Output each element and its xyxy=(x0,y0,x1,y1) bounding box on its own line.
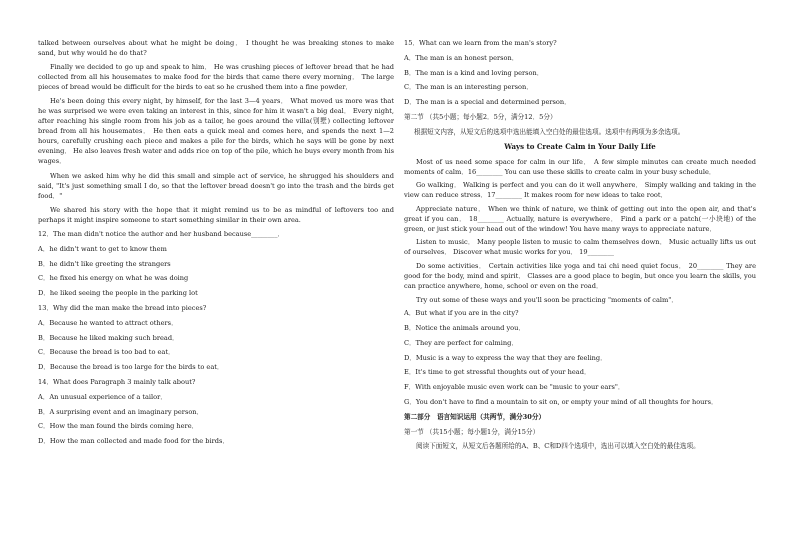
passage-paragraph: Appreciate nature． When we think of nature, we think of getting out into the open air, and that's great if you can． 18________ Actually, nature is everywhere． Find a park or a patch(一小块地) of the green, or just stick your head out of the window! You have many ways to appreciate nature． xyxy=(404,204,756,233)
passage-paragraph: Finally we decided to go up and speak to him． He was crushing pieces of leftover bread that he had collected from all his housemates to make food for the birds that came there every morning． The large pieces of bread would be difficult for the birds to eat so he crushed them into a fine powder． xyxy=(38,63,394,92)
option-13a: A．Because he wanted to attract others． xyxy=(38,318,178,327)
question-12: 12．The man didn't notice the author and her husband because________． xyxy=(38,229,285,238)
passage-title: Ways to Create Calm in Your Daily Life xyxy=(504,141,656,151)
option-d: D．Music is a way to express the way that they are feeling． xyxy=(404,353,607,362)
part-2-header: 第二部分 语言知识运用（共两节，满分30分） xyxy=(404,412,546,421)
question-14: 14．What does Paragraph 3 mainly talk about? xyxy=(38,377,196,386)
option-e: E．It's time to get stressful thoughts out of your head． xyxy=(404,368,591,377)
section-1-header: 第一节 （共15小题；每小题1分，满分15分） xyxy=(404,427,540,436)
left-column xyxy=(38,38,394,451)
option-f: F．With enjoyable music even work can be "music to your ears"． xyxy=(404,383,625,392)
option-15c: C．The man is an interesting person． xyxy=(404,83,533,92)
option-15d: D．The man is a special and determined person． xyxy=(404,98,571,107)
question-15: 15．What can we learn from the man's story? xyxy=(404,39,557,47)
option-15a: A．The man is an honest person． xyxy=(404,53,519,62)
right-column xyxy=(404,38,756,456)
option-13b: B．Because he liked making such bread． xyxy=(38,333,179,342)
question-13: 13．Why did the man make the bread into pieces? xyxy=(38,303,207,312)
option-15b: B．The man is a kind and loving person． xyxy=(404,68,544,77)
option-g: G．You don't have to find a mountain to sit on, or empty your mind of all thoughts for hours． xyxy=(404,397,718,406)
passage-paragraph: Listen to music． Many people listen to music to calm themselves down． Music actually lifts us out of ourselves． Discover what music works for you． 19________ xyxy=(404,238,756,257)
option-12a: A．he didn't want to get to know them xyxy=(38,244,167,253)
option-c: C．They are perfect for calming． xyxy=(404,338,518,347)
option-14a: A．An unusual experience of a tailor． xyxy=(38,392,167,401)
option-14c: C．How the man found the birds coming here． xyxy=(38,422,199,431)
option-14d: D．How the man collected and made food for the birds． xyxy=(38,437,229,446)
option-13c: C．Because the bread is too bad to eat． xyxy=(38,348,175,357)
option-13d: D．Because the bread is too large for the birds to eat． xyxy=(38,363,224,372)
passage-paragraph: talked between ourselves about what he might be doing． I thought he was breaking stones to make sand, but why would he do that? xyxy=(38,39,394,57)
passage-paragraph: When we asked him why he did this small and simple act of service, he shrugged his shoulders and said, "It's just something small I do, so that the leftover bread doesn't go into the trash and the birds get food．" xyxy=(38,171,394,200)
section-2-header: 第二节 （共5小题；每小题2．5分，满分12．5分） xyxy=(404,112,557,121)
option-a: A．But what if you are in the city? xyxy=(404,309,519,318)
passage-paragraph: Go walking． Walking is perfect and you can do it well anywhere． Simply walking and taking in the view can reduce stress．17________ It makes room for new ideas to take root． xyxy=(404,181,756,200)
option-14b: B．A surprising event and an imaginary person． xyxy=(38,407,204,416)
option-b: B．Notice the animals around you． xyxy=(404,323,525,332)
section-2-instruction: 根据短文内容，从短文后的选项中选出能填入空白处的最佳选项。选项中有两项为多余选项。 xyxy=(414,127,685,136)
passage-paragraph: Try out some of these ways and you'll soon be practicing "moments of calm"． xyxy=(416,295,678,304)
option-12d: D．he liked seeing the people in the parking lot xyxy=(38,289,198,298)
passage-paragraph: Most of us need some space for calm in our life． A few simple minutes can create much needed moments of calm．16________ You can use these skills to create calm in your busy schedule． xyxy=(404,157,756,176)
final-instruction: 阅读下面短文，从短文后各题所给的A、B、C和D四个选项中，选出可以填入空白处的最佳选项。 xyxy=(416,442,700,451)
passage-paragraph: Do some activities． Certain activities like yoga and tai chi need quiet focus． 20________ They are good for the body, mind and spirit． Classes are a good place to begin, but once you learn the skills, you can practice anywhere, home, school or even on the road． xyxy=(404,261,756,290)
passage-paragraph: He's been doing this every night, by himself, for the last 3—4 years． What moved us more was that he was surprised we were even taking an interest in this, since for him it wasn't a big deal． Every night, after reaching his single room from his job as a tailor, he goes around the villa(别墅) collecting leftover bread from all his housemates． He then eats a quick meal and comes here, and spends the next 1—2 hours, carefully crushing each piece and makes a pile for the birds, which he says will be gone by next evening． He also leaves fresh water and adds rice on top of the pile, which he buys every month from his wages． xyxy=(38,97,394,166)
passage-paragraph: We shared his story with the hope that it might remind us to be as mindful of leftovers too and perhaps it might inspire someone to start something similar in their own area. xyxy=(38,205,394,224)
option-12b: B．he didn't like greeting the strangers xyxy=(38,259,171,268)
option-12c: C．he fixed his energy on what he was doing xyxy=(38,274,189,283)
